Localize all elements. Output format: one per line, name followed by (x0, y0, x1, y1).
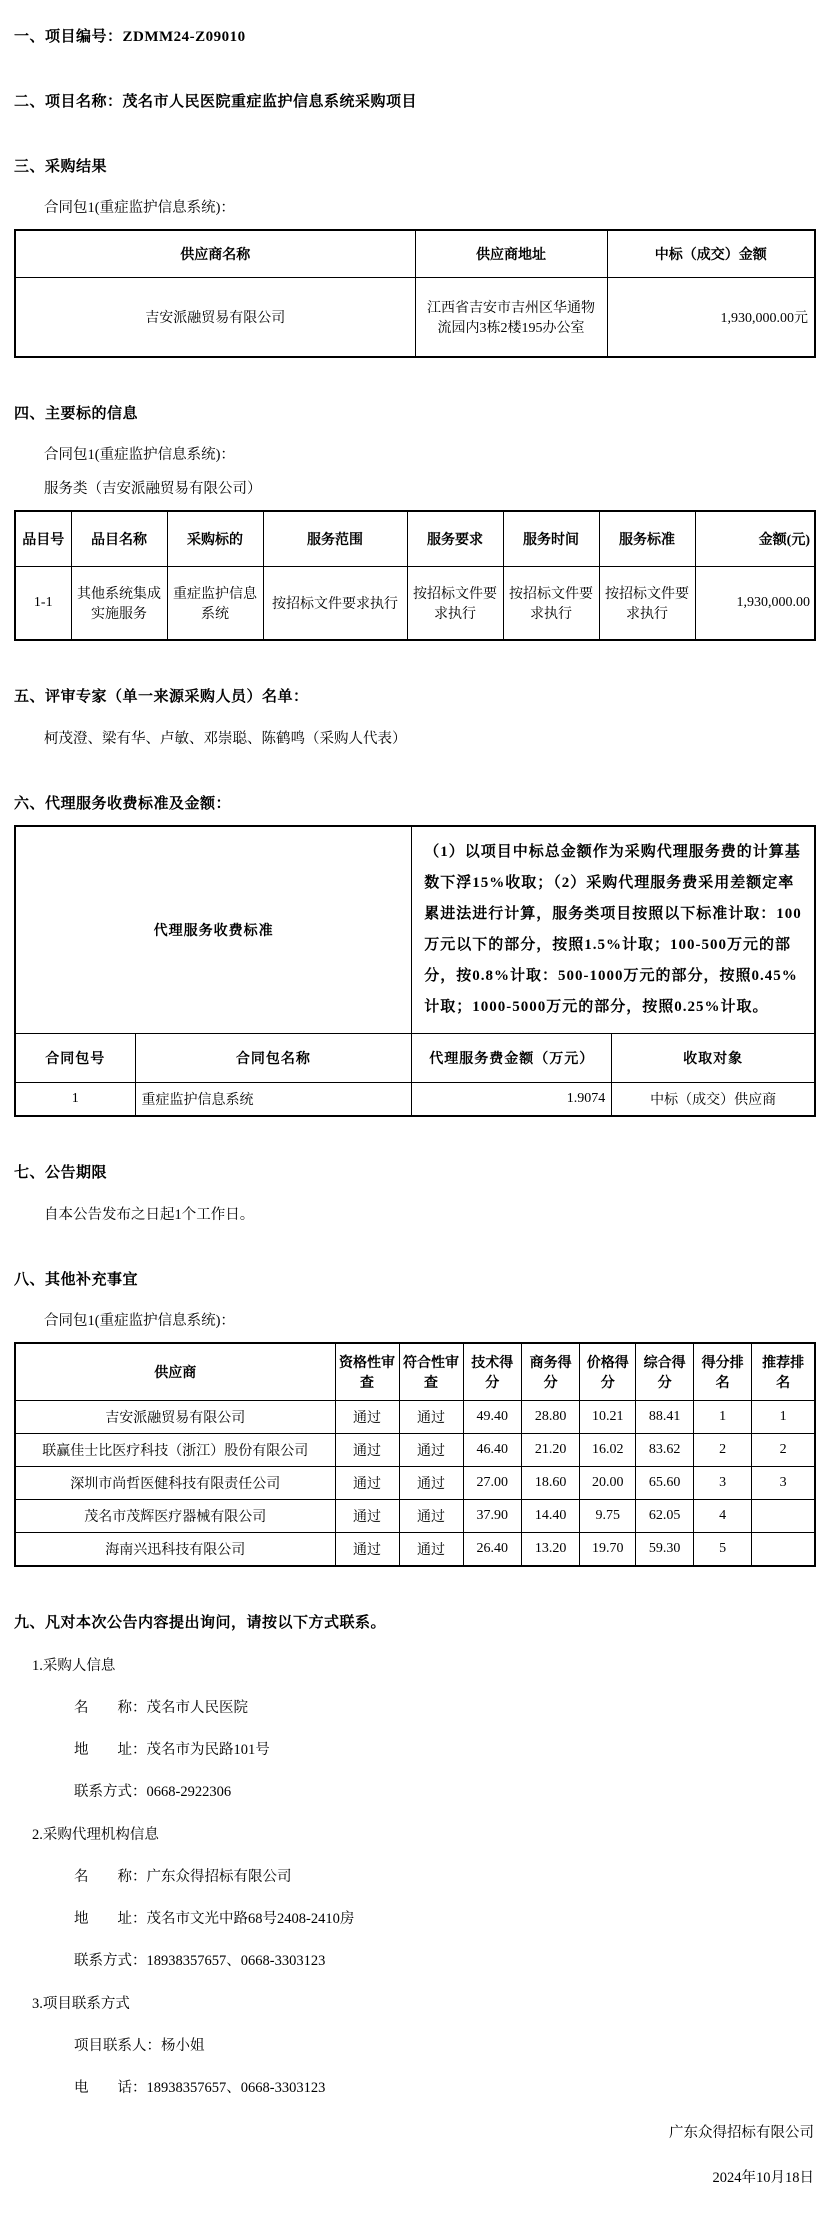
agency-contact: 联系方式：18938357657、0668-3303123 (74, 1953, 326, 1969)
recommend-rank-cell (752, 1500, 815, 1533)
conformity-cell: 通过 (399, 1500, 463, 1533)
package-no-cell: 1 (15, 1083, 135, 1117)
column-header: 推荐排名 (752, 1343, 815, 1401)
column-header: 金额(元) (695, 511, 815, 567)
business-score-cell: 21.20 (521, 1434, 579, 1467)
service-scope-cell: 按招标文件要求执行 (263, 567, 407, 641)
column-header: 采购标的 (167, 511, 263, 567)
column-header: 供应商名称 (15, 230, 415, 278)
column-header: 代理服务费金额（万元） (412, 1034, 612, 1083)
fee-amount-cell: 1.9074 (412, 1083, 612, 1117)
agency-info-title: 2.采购代理机构信息 (32, 1827, 159, 1843)
package-name-cell: 重症监护信息系统 (135, 1083, 412, 1117)
conformity-cell: 通过 (399, 1533, 463, 1567)
supplier-cell: 海南兴迅科技有限公司 (15, 1533, 335, 1567)
supplier-cell: 深圳市尚哲医健科技有限责任公司 (15, 1467, 335, 1500)
table-row (15, 1500, 815, 1533)
project-contact-person: 项目联系人：杨小姐 (74, 2038, 205, 2054)
table-row (15, 567, 815, 641)
announcement-period: 自本公告发布之日起1个工作日。 (44, 1207, 255, 1223)
subject-cell: 重症监护信息系统 (167, 567, 263, 641)
score-rank-cell: 1 (693, 1401, 751, 1434)
table-row (15, 1533, 815, 1567)
conformity-cell: 通过 (399, 1401, 463, 1434)
expert-list: 柯茂澄、梁有华、卢敏、邓崇聪、陈鹤鸣（采购人代表） (44, 731, 407, 747)
column-header: 品目名称 (71, 511, 167, 567)
column-header: 商务得分 (521, 1343, 579, 1401)
column-header: 得分排名 (693, 1343, 751, 1401)
purchaser-name: 名 称：茂名市人民医院 (74, 1700, 248, 1716)
total-score-cell: 62.05 (636, 1500, 694, 1533)
agency-fee-table (14, 825, 816, 1117)
purchaser-info-title: 1.采购人信息 (32, 1658, 116, 1674)
price-score-cell: 9.75 (580, 1500, 636, 1533)
price-score-cell: 16.02 (580, 1434, 636, 1467)
column-header: 品目号 (15, 511, 71, 567)
package-label: 合同包1(重症监护信息系统)： (44, 200, 235, 216)
business-score-cell: 28.80 (521, 1401, 579, 1434)
tech-score-cell: 46.40 (463, 1434, 521, 1467)
score-rank-cell: 4 (693, 1500, 751, 1533)
section-3-heading: 三、采购结果 (14, 159, 108, 175)
recommend-rank-cell: 3 (752, 1467, 815, 1500)
supplier-cell: 茂名市茂辉医疗器械有限公司 (15, 1500, 335, 1533)
column-header: 服务标准 (599, 511, 695, 567)
total-score-cell: 88.41 (636, 1401, 694, 1434)
purchaser-address: 地 址：茂名市为民路101号 (74, 1742, 270, 1758)
tech-score-cell: 49.40 (463, 1401, 521, 1434)
fee-standard-label: 代理服务收费标准 (15, 826, 412, 1034)
result-table-header-row (15, 230, 815, 278)
signature-company: 广东众得招标有限公司 (669, 2125, 814, 2141)
subject-table-header-row (15, 511, 815, 567)
price-score-cell: 19.70 (580, 1533, 636, 1567)
table-row (15, 1083, 815, 1117)
column-header: 价格得分 (580, 1343, 636, 1401)
column-header: 合同包名称 (135, 1034, 412, 1083)
package-label: 合同包1(重症监护信息系统)： (44, 1313, 235, 1329)
section-9-heading: 九、凡对本次公告内容提出询问，请按以下方式联系。 (14, 1615, 387, 1631)
tech-score-cell: 26.40 (463, 1533, 521, 1567)
column-header: 中标（成交）金额 (607, 230, 815, 278)
section-4-heading: 四、主要标的信息 (14, 406, 139, 422)
supplier-cell: 吉安派融贸易有限公司 (15, 1401, 335, 1434)
project-contact-title: 3.项目联系方式 (32, 1996, 130, 2012)
conformity-cell: 通过 (399, 1434, 463, 1467)
column-header: 符合性审查 (399, 1343, 463, 1401)
score-rank-cell: 3 (693, 1467, 751, 1500)
award-amount-cell: 1,930,000.00元 (607, 278, 815, 358)
tech-score-cell: 37.90 (463, 1500, 521, 1533)
score-rank-cell: 2 (693, 1434, 751, 1467)
subject-table (14, 510, 816, 641)
service-standard-cell: 按招标文件要求执行 (599, 567, 695, 641)
item-no-cell: 1-1 (15, 567, 71, 641)
supplier-name-cell: 吉安派融贸易有限公司 (15, 278, 415, 358)
category-label: 服务类（吉安派融贸易有限公司） (44, 481, 262, 497)
project-contact-phone: 电 话：18938357657、0668-3303123 (74, 2080, 326, 2096)
column-header: 供应商 (15, 1343, 335, 1401)
qualification-cell: 通过 (335, 1434, 399, 1467)
package-label: 合同包1(重症监护信息系统)： (44, 447, 235, 463)
signature-date: 2024年10月18日 (712, 2170, 814, 2186)
score-rank-cell: 5 (693, 1533, 751, 1567)
fee-standard-row (15, 826, 815, 1034)
table-row (15, 1401, 815, 1434)
column-header: 服务范围 (263, 511, 407, 567)
total-score-cell: 59.30 (636, 1533, 694, 1567)
qualification-cell: 通过 (335, 1500, 399, 1533)
column-header: 技术得分 (463, 1343, 521, 1401)
recommend-rank-cell: 2 (752, 1434, 815, 1467)
fee-table-header-row (15, 1034, 815, 1083)
evaluation-table (14, 1342, 816, 1567)
price-score-cell: 10.21 (580, 1401, 636, 1434)
qualification-cell: 通过 (335, 1401, 399, 1434)
column-header: 合同包号 (15, 1034, 135, 1083)
section-2-heading: 二、项目名称：茂名市人民医院重症监护信息系统采购项目 (14, 94, 418, 110)
section-6-heading: 六、代理服务收费标准及金额： (14, 796, 232, 812)
column-header: 收取对象 (612, 1034, 815, 1083)
table-row (15, 1467, 815, 1500)
tech-score-cell: 27.00 (463, 1467, 521, 1500)
business-score-cell: 18.60 (521, 1467, 579, 1500)
result-table (14, 229, 816, 358)
conformity-cell: 通过 (399, 1467, 463, 1500)
item-name-cell: 其他系统集成实施服务 (71, 567, 167, 641)
service-time-cell: 按招标文件要求执行 (503, 567, 599, 641)
recommend-rank-cell: 1 (752, 1401, 815, 1434)
section-1-heading: 一、项目编号：ZDMM24-Z09010 (14, 29, 246, 45)
fee-payer-cell: 中标（成交）供应商 (612, 1083, 815, 1117)
agency-name: 名 称：广东众得招标有限公司 (74, 1869, 292, 1885)
table-row (15, 1434, 815, 1467)
section-8-heading: 八、其他补充事宜 (14, 1272, 139, 1288)
supplier-cell: 联赢佳士比医疗科技（浙江）股份有限公司 (15, 1434, 335, 1467)
qualification-cell: 通过 (335, 1467, 399, 1500)
amount-cell: 1,930,000.00 (695, 567, 815, 641)
purchaser-contact: 联系方式：0668-2922306 (74, 1784, 232, 1800)
column-header: 服务要求 (407, 511, 503, 567)
business-score-cell: 13.20 (521, 1533, 579, 1567)
price-score-cell: 20.00 (580, 1467, 636, 1500)
column-header: 综合得分 (636, 1343, 694, 1401)
section-7-heading: 七、公告期限 (14, 1165, 108, 1181)
total-score-cell: 83.62 (636, 1434, 694, 1467)
table-row (15, 278, 815, 358)
service-require-cell: 按招标文件要求执行 (407, 567, 503, 641)
fee-standard-text: （1）以项目中标总金额作为采购代理服务费的计算基数下浮15%收取；（2）采购代理服务费采用差额定率累进法进行计算，服务类项目按照以下标准计取：100万元以下的部分，按照1.5%计取；100-500万元的部分，按0.8%计取：500-1000万元的部分，按照0.45%计取；1000-5000万元的部分，按照0.25%计取。 (412, 826, 815, 1034)
section-5-heading: 五、评审专家（单一来源采购人员）名单： (14, 689, 309, 705)
agency-address: 地 址：茂名市文光中路68号2408-2410房 (74, 1911, 355, 1927)
recommend-rank-cell (752, 1533, 815, 1567)
column-header: 资格性审查 (335, 1343, 399, 1401)
evaluation-table-header-row (15, 1343, 815, 1401)
business-score-cell: 14.40 (521, 1500, 579, 1533)
supplier-address-cell: 江西省吉安市吉州区华通物流园内3栋2楼195办公室 (415, 278, 607, 358)
qualification-cell: 通过 (335, 1533, 399, 1567)
total-score-cell: 65.60 (636, 1467, 694, 1500)
column-header: 服务时间 (503, 511, 599, 567)
column-header: 供应商地址 (415, 230, 607, 278)
